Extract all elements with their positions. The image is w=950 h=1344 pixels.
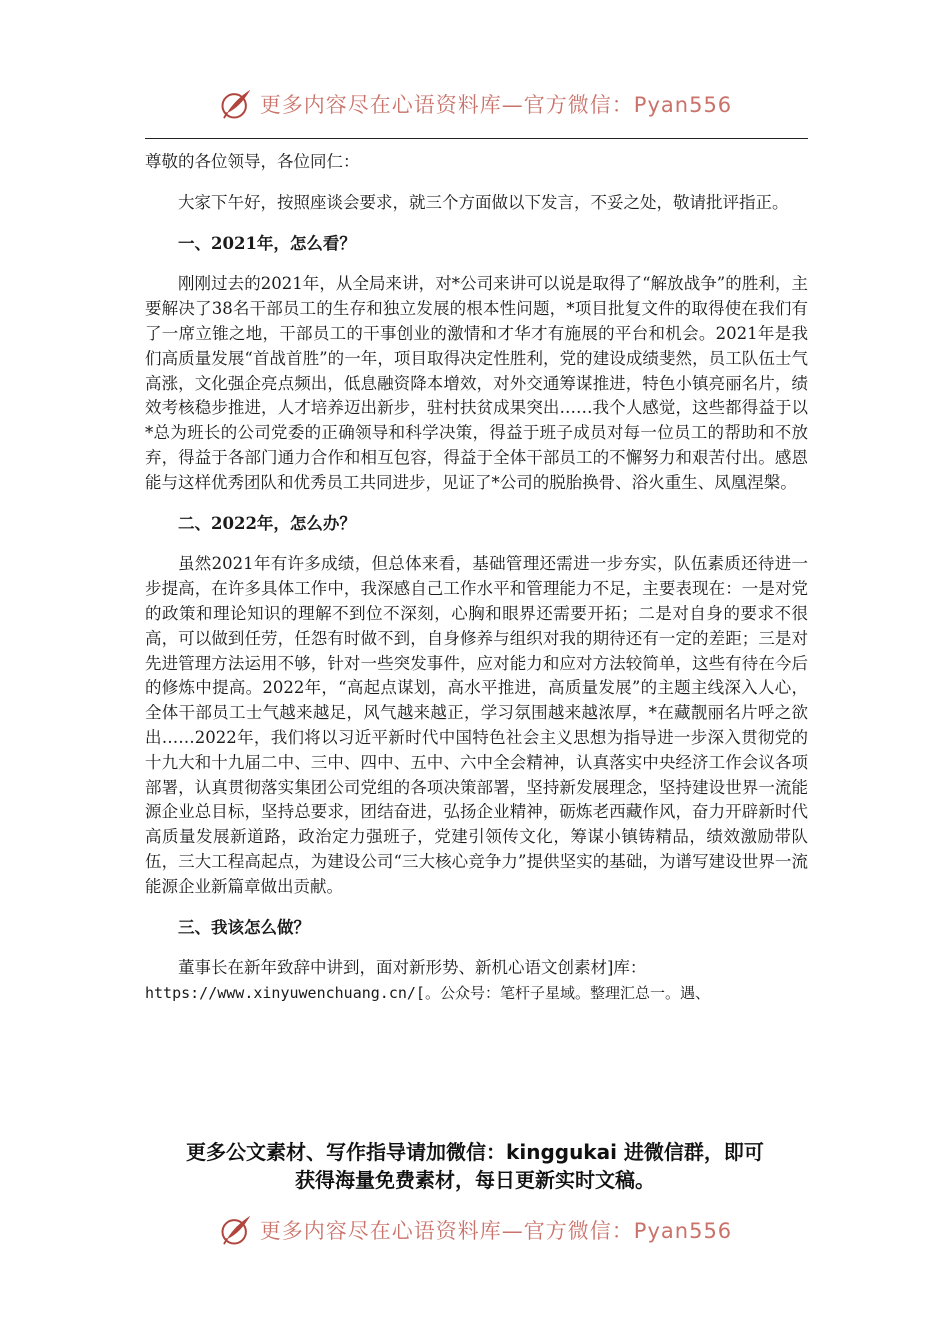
section2-paragraph: 虽然2021年有许多成绩，但总体来看，基础管理还需进一步夯实，队伍素质还待进一步提高，在许多具体工作中，我深感自己工作水平和管理能力不足，主要表现在：一是对党的政策和理论知识的理解不到位不深刻，心胸和眼界还需要开拓；二是对自身的要求不很高，可以做到任劳，任怨有时做不到，自身修养与组织对我的期待还有一定的差距；三是对先进管理方法运用不够，针对一些突发事件，应对能力和应对方法较简单，这些有待在今后的修炼中提高。2022年，“高起点谋划，高水平推进，高质量发展”的主题主线深入人心，全体干部员工士气越来越足，风气越来越正，学习氛围越来越浓厚，*在藏靓丽名片呼之欲出……2022年，我们将以习近平新时代中国特色社会主义思想为指导进一步深入贯彻党的十九大和十九届二中、三中、四中、五中、六中全会精神，认真落实中央经济工作会议各项部署，认真贯彻落实集团公司党组的各项决策部署，坚持新发展理念，坚持建设世界一流能源企业总目标，坚持总要求，团结奋进，弘扬企业精神，砺炼老西藏作风，奋力开辟新时代高质量发展新道路，政治定力强班子，党建引领传文化，筹谋小镇铸精品，绩效激励带队伍，三大工程高起点，为建设公司“三大核心竞争力”提供坚实的基础，为谱写建设世界一流能源企业新篇章做出贡献。 xyxy=(145,554,808,896)
cta-line1: 更多公文素材、写作指导请加微信：kinggukai 进微信群，即可 xyxy=(186,1140,764,1164)
cta-line2: 获得海量免费素材，每日更新实时文稿。 xyxy=(295,1168,655,1192)
section3-paragraph-line1: 董事长在新年致辞中讲到，面对新形势、新机心语文创素材]库： xyxy=(178,958,647,978)
quill-pen-icon xyxy=(218,1212,254,1248)
section3-paragraph-line2: https://www.xinyuwenchuang.cn/[。公众号：笔杆子星域。整理汇总一。遇、 xyxy=(145,984,710,1003)
header-banner xyxy=(0,82,950,126)
footer-banner-text: 更多内容尽在心语资料库—官方微信：Pyan556 xyxy=(259,1219,733,1243)
footer-banner xyxy=(0,1208,950,1252)
header-banner-text: 更多内容尽在心语资料库—官方微信：Pyan556 xyxy=(259,93,733,117)
document-body xyxy=(145,150,808,1006)
quill-pen-icon xyxy=(218,86,254,122)
section3-title: 三、我该怎么做？ xyxy=(178,917,310,937)
section1-title: 一、2021年，怎么看？ xyxy=(178,233,356,253)
header-divider xyxy=(145,138,808,139)
salutation: 尊敬的各位领导，各位同仁： xyxy=(145,152,360,171)
section1-paragraph: 刚刚过去的2021年，从全局来讲，对*公司来讲可以说是取得了“解放战争”的胜利，主要解决了38名干部员工的生存和独立发展的根本性问题，*项目批复文件的取得使在我们有了一席立锥之地，干部员工的干事创业的激情和才华才有施展的平台和机会。2021年是我们高质量发展“首战首胜”的一年，项目取得决定性胜利，党的建设成绩斐然，员工队伍士气高涨，文化强企亮点频出，低息融资降本增效，对外交通筹谋推进，特色小镇亮丽名片，绩效考核稳步推进，人才培养迈出新步，驻村扶贫成果突出……我个人感觉，这些都得益于以*总为班长的公司党委的正确领导和科学决策，得益于班子成员对每一位员工的帮助和不放弃，得益于各部门通力合作和相互包容，得益于全体干部员工的不懈努力和艰苦付出。感恩能与这样优秀团队和优秀员工共同进步，见证了*公司的脱胎换骨、浴火重生、凤凰涅槃。 xyxy=(145,274,808,492)
section2-title: 二、2022年，怎么办？ xyxy=(178,513,356,533)
intro-paragraph: 大家下午好，按照座谈会要求，就三个方面做以下发言，不妥之处，敬请批评指正。 xyxy=(178,192,789,212)
call-to-action xyxy=(100,1138,850,1194)
